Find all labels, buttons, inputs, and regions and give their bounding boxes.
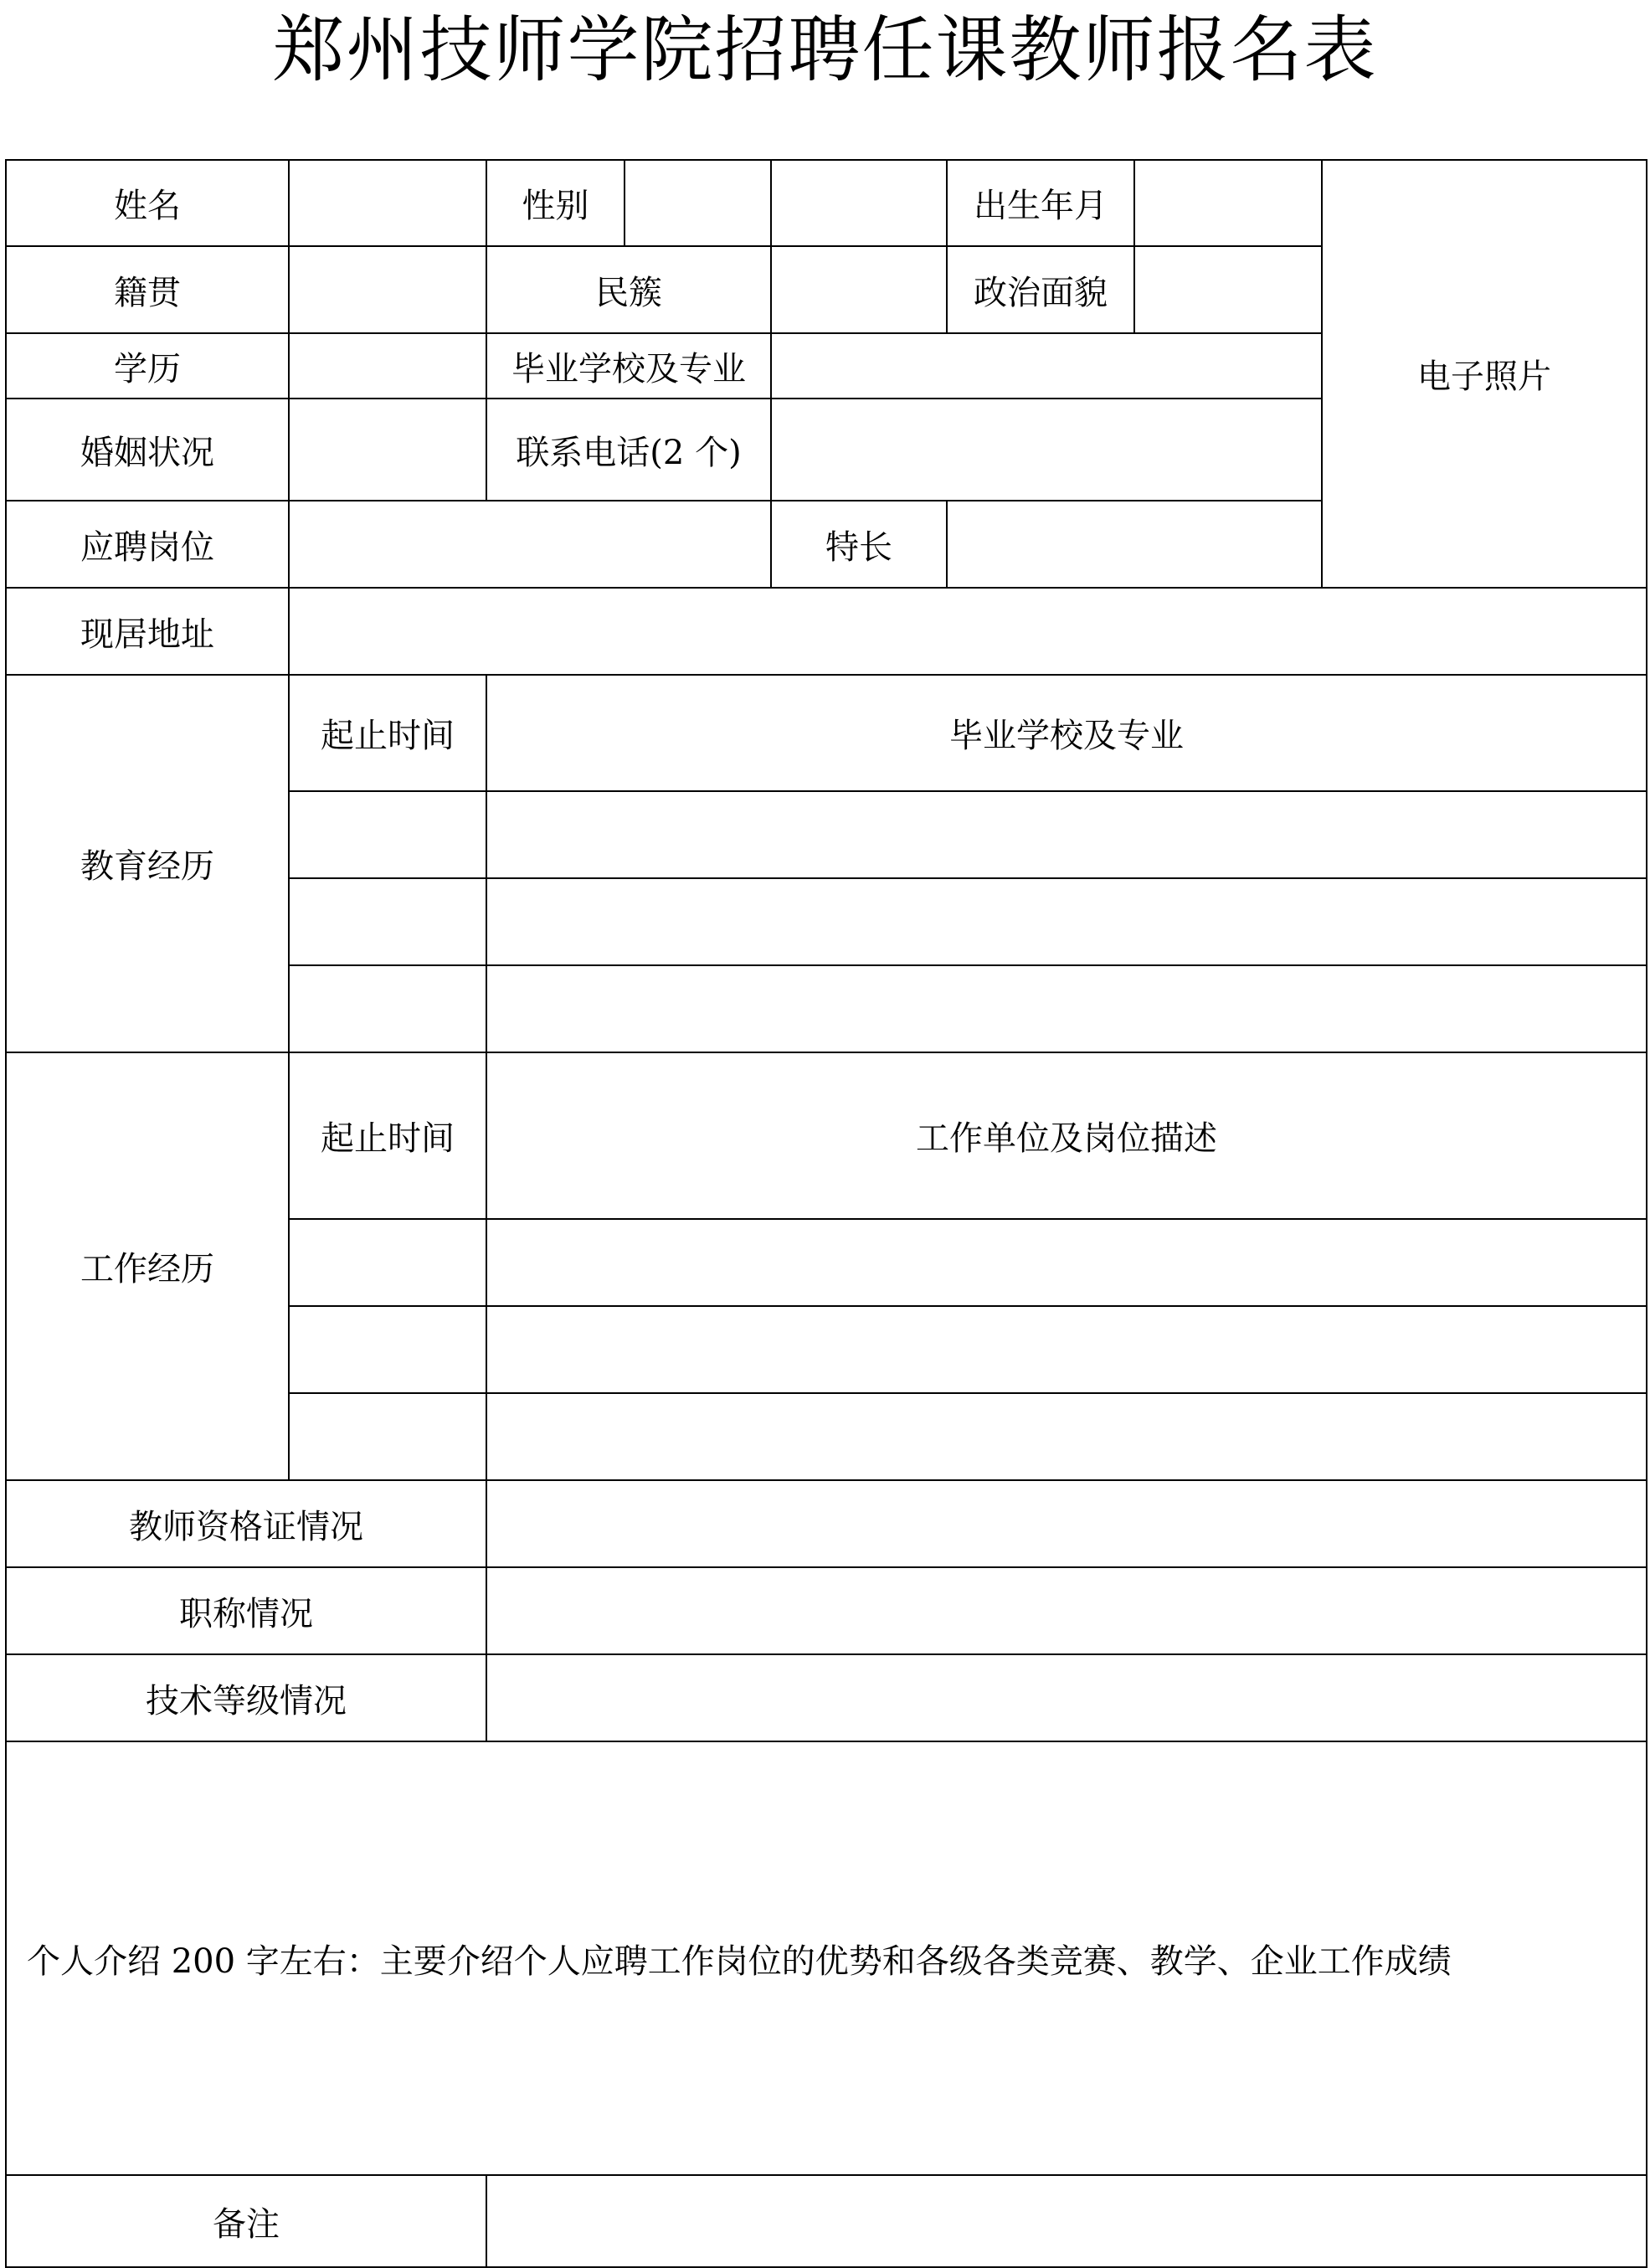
title-status-field[interactable] — [486, 1567, 1647, 1654]
phone-label: 联系电话(2 个) — [486, 399, 771, 501]
work-period-field-1[interactable] — [289, 1219, 486, 1306]
work-unit-field-3[interactable] — [486, 1393, 1647, 1480]
political-status-field[interactable] — [1134, 246, 1322, 333]
photo-cell[interactable] — [1322, 160, 1647, 588]
work-unit-field-2[interactable] — [486, 1306, 1647, 1393]
marital-status-label: 婚姻状况 — [6, 399, 289, 501]
intro-prompt: 个人介绍 200 字左右：主要介绍个人应聘工作岗位的优势和各级各类竞赛、教学、企业工作成绩 — [27, 1941, 1452, 1981]
position-field[interactable] — [289, 501, 771, 588]
tech-level-label: 技术等级情况 — [6, 1654, 486, 1741]
education-level-label: 学历 — [6, 333, 289, 399]
native-place-label: 籍贯 — [6, 246, 289, 333]
edu-period-header: 起止时间 — [289, 675, 486, 791]
position-label: 应聘岗位 — [6, 501, 289, 588]
work-period-field-2[interactable] — [289, 1306, 486, 1393]
work-period-field-3[interactable] — [289, 1393, 486, 1480]
gender-label: 性别 — [486, 160, 625, 246]
education-level-field[interactable] — [289, 333, 486, 399]
edu-period-field-3[interactable] — [289, 965, 486, 1052]
work-unit-header: 工作单位及岗位描述 — [486, 1052, 1647, 1219]
tech-level-field[interactable] — [486, 1654, 1647, 1741]
ethnicity-field[interactable] — [771, 246, 947, 333]
gender-extra-field[interactable] — [771, 160, 947, 246]
gender-field[interactable] — [625, 160, 771, 246]
intro-cell[interactable] — [6, 1741, 1647, 2175]
photo-label: 电子照片 — [1417, 357, 1551, 396]
edu-school-major-header: 毕业学校及专业 — [486, 675, 1647, 791]
specialty-label: 特长 — [771, 501, 947, 588]
work-unit-field-1[interactable] — [486, 1219, 1647, 1306]
work-history-label: 工作经历 — [6, 1052, 289, 1480]
school-major-field[interactable] — [771, 333, 1322, 399]
specialty-field[interactable] — [947, 501, 1322, 588]
remarks-label: 备注 — [6, 2175, 486, 2267]
education-history-label: 教育经历 — [6, 675, 289, 1052]
edu-period-field-2[interactable] — [289, 878, 486, 965]
birth-field[interactable] — [1134, 160, 1322, 246]
remarks-field[interactable] — [486, 2175, 1647, 2267]
edu-school-field-3[interactable] — [486, 965, 1647, 1052]
title-status-label: 职称情况 — [6, 1567, 486, 1654]
registration-form-table — [5, 159, 1647, 2268]
edu-school-field-2[interactable] — [486, 878, 1647, 965]
address-label: 现居地址 — [6, 588, 289, 675]
name-label: 姓名 — [6, 160, 289, 246]
edu-period-field-1[interactable] — [289, 791, 486, 878]
name-field[interactable] — [289, 160, 486, 246]
birth-label: 出生年月 — [947, 160, 1134, 246]
ethnicity-label: 民簇 — [486, 246, 771, 333]
political-status-label: 政治面貌 — [947, 246, 1134, 333]
marital-status-field[interactable] — [289, 399, 486, 501]
teacher-cert-field[interactable] — [486, 1480, 1647, 1567]
phone-field[interactable] — [771, 399, 1322, 501]
native-place-field[interactable] — [289, 246, 486, 333]
edu-school-field-1[interactable] — [486, 791, 1647, 878]
work-period-header: 起止时间 — [289, 1052, 486, 1219]
address-field[interactable] — [289, 588, 1647, 675]
form-title: 郑州技师学院招聘任课教师报名表 — [272, 8, 1378, 92]
teacher-cert-label: 教师资格证情况 — [6, 1480, 486, 1567]
school-major-label: 毕业学校及专业 — [486, 333, 771, 399]
